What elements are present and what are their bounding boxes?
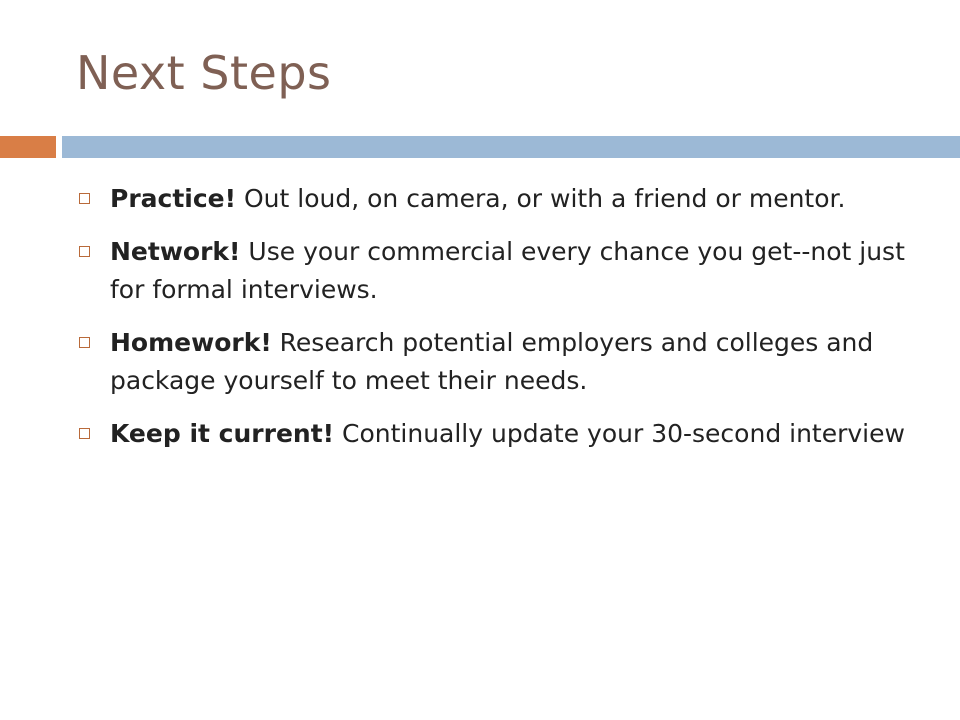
slide-title: Next Steps: [76, 46, 332, 100]
bullet-text: Continually update your 30-second interview: [334, 419, 905, 448]
square-bullet-icon: [79, 193, 90, 204]
bullet-item-network: [76, 233, 926, 309]
square-bullet-icon: [79, 337, 90, 348]
accent-bar-orange: [0, 136, 56, 158]
bullet-lead: Practice!: [110, 184, 237, 213]
bullet-item-homework: [76, 324, 926, 400]
bullet-list: [76, 180, 926, 468]
square-bullet-icon: [79, 246, 90, 257]
accent-bar-blue: [62, 136, 960, 158]
bullet-lead: Homework!: [110, 328, 272, 357]
bullet-lead: Network!: [110, 237, 241, 266]
bullet-item-practice: [76, 180, 926, 218]
bullet-item-keep-current: [76, 415, 926, 453]
bullet-text: Research potential employers and colleges and package yourself to meet their needs.: [110, 328, 874, 395]
bullet-text: Use your commercial every chance you get--not just for formal interviews.: [110, 237, 905, 304]
square-bullet-icon: [79, 428, 90, 439]
bullet-text: Out loud, on camera, or with a friend or mentor.: [236, 184, 846, 213]
bullet-lead: Keep it current!: [110, 419, 335, 448]
